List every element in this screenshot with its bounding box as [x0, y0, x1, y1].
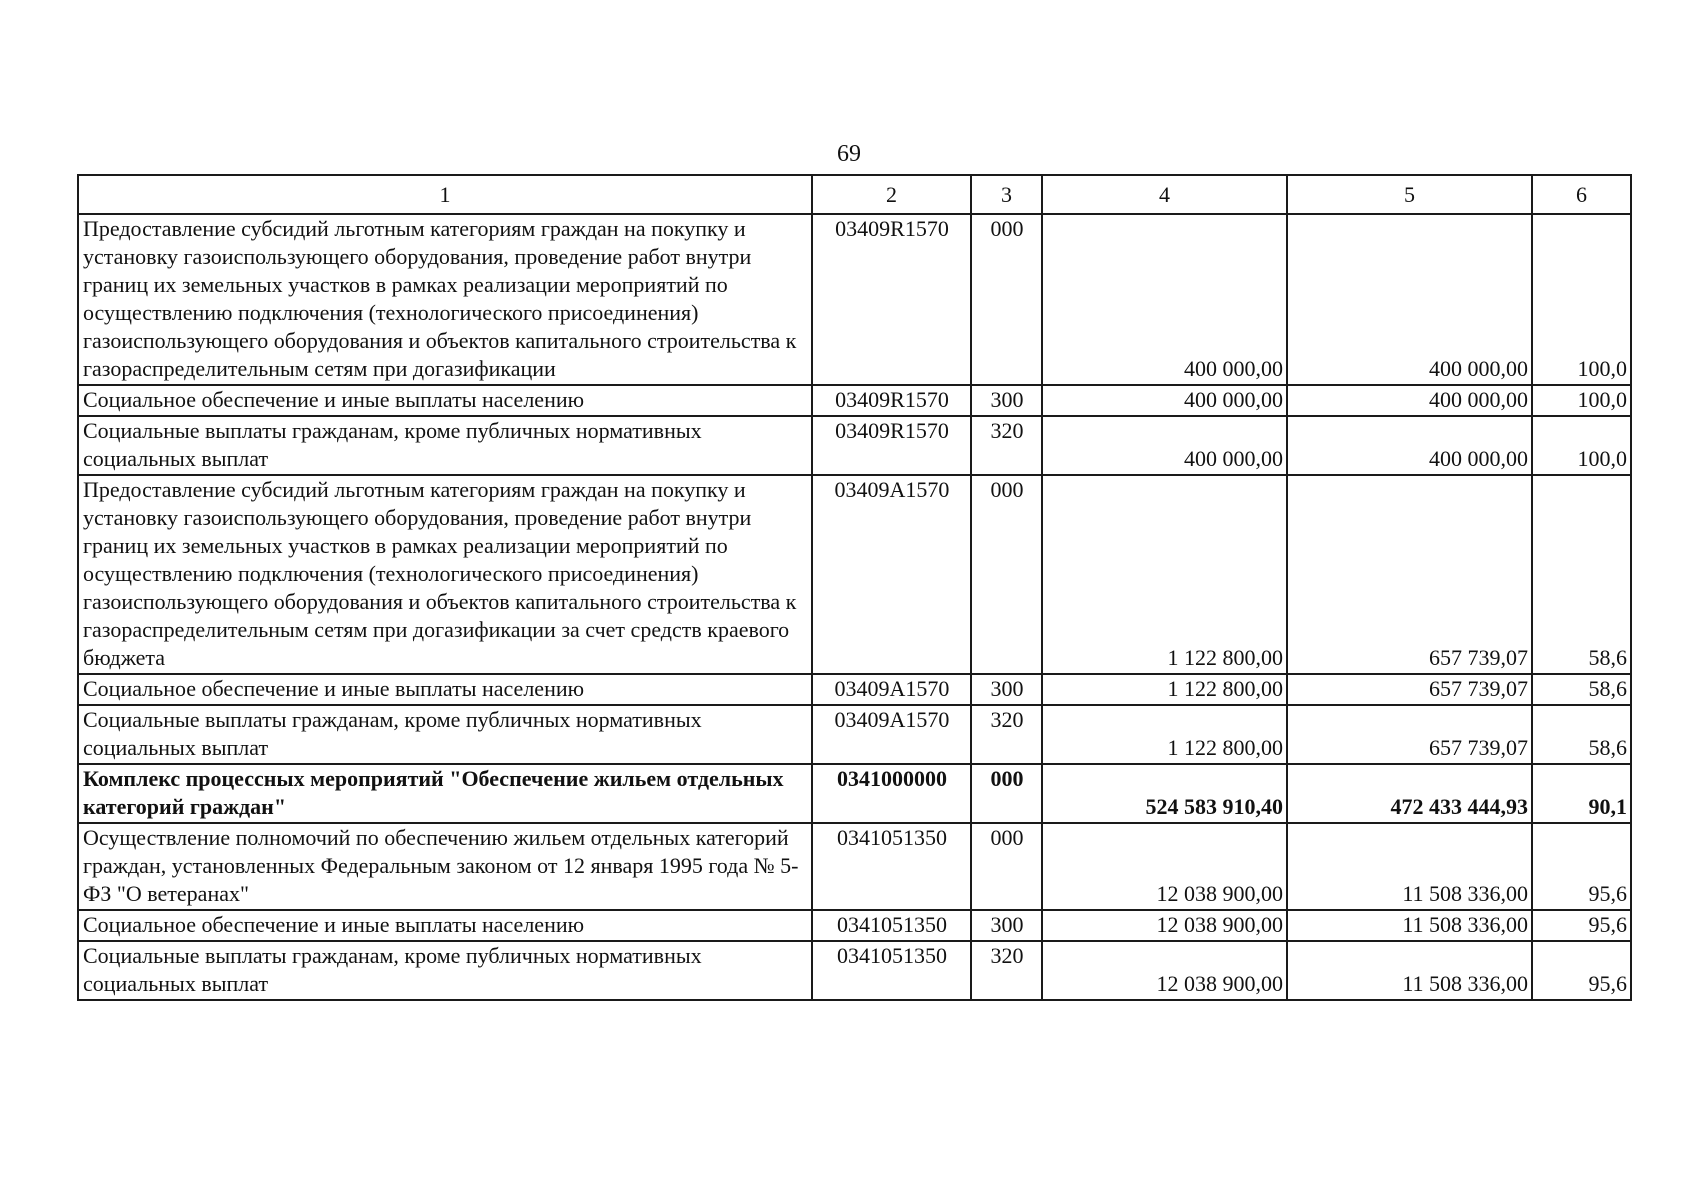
page-number: 69: [837, 141, 861, 167]
row-percent-cell: 58,6: [1532, 475, 1631, 674]
row-type-cell: 000: [971, 764, 1042, 823]
row-type-cell: 320: [971, 416, 1042, 475]
row-code-cell: 03409R1570: [812, 416, 971, 475]
header-cell-2: 2: [812, 175, 971, 214]
table-row: [78, 385, 1631, 416]
table-row: [78, 823, 1631, 910]
row-plan-cell: 1 122 800,00: [1042, 705, 1287, 764]
header-cell-5: 5: [1287, 175, 1532, 214]
row-type-cell: 000: [971, 823, 1042, 910]
row-name-cell: Социальные выплаты гражданам, кроме публичных нормативных социальных выплат: [78, 941, 812, 1000]
row-type-cell: 300: [971, 910, 1042, 941]
table-header: [78, 175, 1631, 214]
row-type-cell: 300: [971, 674, 1042, 705]
header-cell-4: 4: [1042, 175, 1287, 214]
row-percent-cell: 90,1: [1532, 764, 1631, 823]
row-type-cell: 320: [971, 941, 1042, 1000]
row-actual-cell: 11 508 336,00: [1287, 941, 1532, 1000]
row-actual-cell: 657 739,07: [1287, 705, 1532, 764]
row-actual-cell: 657 739,07: [1287, 475, 1532, 674]
row-name-cell: Комплекс процессных мероприятий "Обеспечение жильем отдельных категорий граждан": [78, 764, 812, 823]
row-actual-cell: 400 000,00: [1287, 385, 1532, 416]
row-name-cell: Социальное обеспечение и иные выплаты населению: [78, 674, 812, 705]
row-percent-cell: 100,0: [1532, 214, 1631, 385]
row-plan-cell: 1 122 800,00: [1042, 674, 1287, 705]
row-code-cell: 0341051350: [812, 941, 971, 1000]
row-plan-cell: 12 038 900,00: [1042, 941, 1287, 1000]
header-cell-3: 3: [971, 175, 1042, 214]
row-plan-cell: 12 038 900,00: [1042, 823, 1287, 910]
table-row: [78, 941, 1631, 1000]
row-plan-cell: 400 000,00: [1042, 416, 1287, 475]
table-row: [78, 416, 1631, 475]
row-code-cell: 0341051350: [812, 823, 971, 910]
row-percent-cell: 95,6: [1532, 941, 1631, 1000]
row-actual-cell: 472 433 444,93: [1287, 764, 1532, 823]
budget-table: [77, 174, 1632, 1001]
row-percent-cell: 100,0: [1532, 385, 1631, 416]
row-plan-cell: 400 000,00: [1042, 385, 1287, 416]
row-actual-cell: 400 000,00: [1287, 416, 1532, 475]
row-name-cell: Социальные выплаты гражданам, кроме публичных нормативных социальных выплат: [78, 416, 812, 475]
row-name-cell: Социальные выплаты гражданам, кроме публичных нормативных социальных выплат: [78, 705, 812, 764]
row-name-cell: Социальное обеспечение и иные выплаты населению: [78, 385, 812, 416]
row-code-cell: 03409A1570: [812, 705, 971, 764]
header-cell-6: 6: [1532, 175, 1631, 214]
row-type-cell: 000: [971, 475, 1042, 674]
row-plan-cell: 400 000,00: [1042, 214, 1287, 385]
row-code-cell: 03409A1570: [812, 475, 971, 674]
table-row: [78, 674, 1631, 705]
row-code-cell: 03409A1570: [812, 674, 971, 705]
row-percent-cell: 58,6: [1532, 674, 1631, 705]
row-percent-cell: 95,6: [1532, 823, 1631, 910]
row-type-cell: 300: [971, 385, 1042, 416]
row-type-cell: 000: [971, 214, 1042, 385]
header-cell-1: 1: [78, 175, 812, 214]
row-name-cell: Социальное обеспечение и иные выплаты населению: [78, 910, 812, 941]
row-percent-cell: 58,6: [1532, 705, 1631, 764]
row-code-cell: 0341051350: [812, 910, 971, 941]
row-plan-cell: 12 038 900,00: [1042, 910, 1287, 941]
table-row: [78, 705, 1631, 764]
row-plan-cell: 524 583 910,40: [1042, 764, 1287, 823]
header-row: [78, 175, 1631, 214]
row-code-cell: 0341000000: [812, 764, 971, 823]
row-code-cell: 03409R1570: [812, 385, 971, 416]
row-actual-cell: 11 508 336,00: [1287, 910, 1532, 941]
row-percent-cell: 95,6: [1532, 910, 1631, 941]
row-actual-cell: 11 508 336,00: [1287, 823, 1532, 910]
row-name-cell: Предоставление субсидий льготным категориям граждан на покупку и установку газоиспользующего оборудования, проведение работ внутри границ их земельных участков в рамках реализации мероприятий по осуществлению подключения (технологического присоединения) газоиспользующего оборудования и объектов капитального строительства к газораспределительным сетям при догазификации за счет средств краевого бюджета: [78, 475, 812, 674]
row-type-cell: 320: [971, 705, 1042, 764]
table-row: [78, 475, 1631, 674]
row-actual-cell: 657 739,07: [1287, 674, 1532, 705]
row-code-cell: 03409R1570: [812, 214, 971, 385]
table-row: [78, 910, 1631, 941]
row-plan-cell: 1 122 800,00: [1042, 475, 1287, 674]
row-name-cell: Осуществление полномочий по обеспечению жильем отдельных категорий граждан, установленных Федеральным законом от 12 января 1995 года № 5-ФЗ "О ветеранах": [78, 823, 812, 910]
table-row-section-total: [78, 764, 1631, 823]
row-actual-cell: 400 000,00: [1287, 214, 1532, 385]
row-name-cell: Предоставление субсидий льготным категориям граждан на покупку и установку газоиспользующего оборудования, проведение работ внутри границ их земельных участков в рамках реализации мероприятий по осуществлению подключения (технологического присоединения) газоиспользующего оборудования и объектов капитального строительства к газораспределительным сетям при догазификации: [78, 214, 812, 385]
table-body: [78, 214, 1631, 1000]
table-row: [78, 214, 1631, 385]
row-percent-cell: 100,0: [1532, 416, 1631, 475]
